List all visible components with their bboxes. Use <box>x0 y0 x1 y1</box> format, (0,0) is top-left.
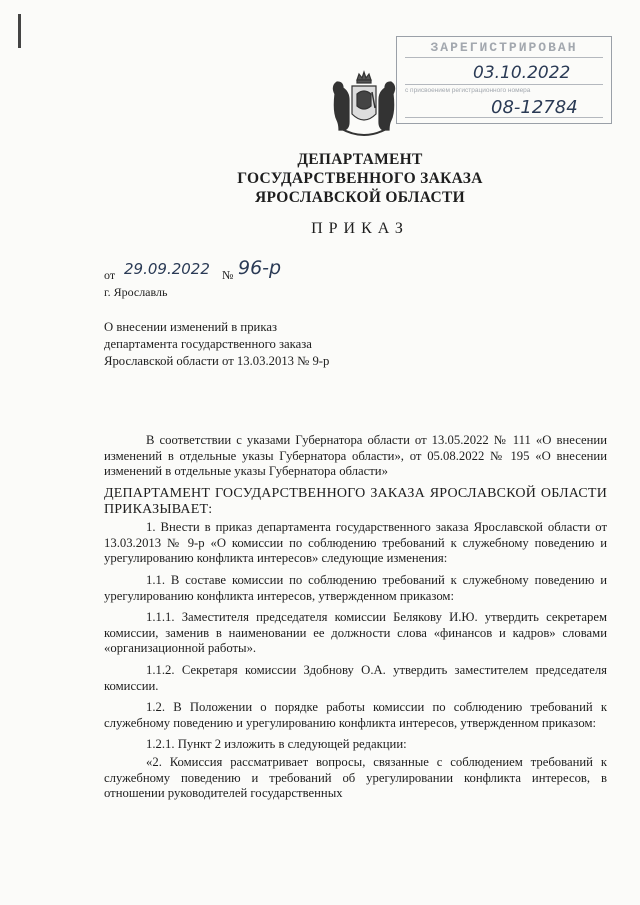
stamp-line-1 <box>405 84 603 85</box>
margin-mark <box>18 14 21 48</box>
item-1: 1. Внести в приказ департамента государственного заказа Ярославской области от 13.03.2013 № 9-р «О комиссии по соблюдению требований к служебному поведению и урегулированию конфликта интересов» следующие изменения: <box>104 520 607 566</box>
item-1-2: 1.2. В Положении о порядке работы комиссии по соблюдению требований к служебному поведению и урегулированию конфликта интересов, утвержденном приказом: <box>104 700 607 730</box>
stamp-divider <box>405 57 603 58</box>
stamp-number: 08-12784 <box>491 97 578 118</box>
stamp-date: 03.10.2022 <box>473 63 571 83</box>
order-number: 96-р <box>238 257 282 279</box>
date-label: от <box>104 268 116 282</box>
registration-stamp <box>396 36 612 124</box>
department-name <box>170 150 550 207</box>
orders-paragraph: ДЕПАРТАМЕНТ ГОСУДАРСТВЕННОГО ЗАКАЗА ЯРОСЛАВСКОЙ ОБЛАСТИ ПРИКАЗЫВАЕТ: <box>104 485 607 517</box>
preamble-paragraph: В соответствии с указами Губернатора области от 13.05.2022 № 111 «О внесении изменений в отдельные указы Губернатора области», от 05.08.2022 № 195 «О внесении изменений в отдельные указы Губернатора области» <box>104 433 607 479</box>
order-date: 29.09.2022 <box>124 260 210 278</box>
dept-line-2: ГОСУДАРСТВЕННОГО ЗАКАЗА <box>237 170 483 187</box>
city: г. Ярославль <box>104 285 168 299</box>
stamp-caption: с присвоением регистрационного номера <box>405 87 531 94</box>
item-1-1-2: 1.1.2. Секретаря комиссии Здобнову О.А. утвердить заместителем председателя комиссии. <box>104 662 607 693</box>
order-title: ПРИКАЗ <box>311 220 409 237</box>
order-body <box>104 433 607 804</box>
coat-of-arms-icon <box>326 70 402 142</box>
order-subject: О внесении изменений в приказ департамента государственного заказа Ярославской области от 13.03.2013 № 9-р <box>104 320 330 368</box>
dept-line-1: ДЕПАРТАМЕНТ <box>297 151 423 168</box>
item-1-2-1: 1.2.1. Пункт 2 изложить в следующей редакции: <box>146 737 407 752</box>
item-quote-2: «2. Комиссия рассматривает вопросы, связанные с соблюдением требований к служебному поведению и требований об урегулировании конфликта интересов, в отношении руководителей государственных <box>104 755 607 801</box>
number-label: № <box>222 268 234 282</box>
stamp-title: ЗАРЕГИСТРИРОВАН <box>430 40 578 55</box>
dept-line-3: ЯРОСЛАВСКОЙ ОБЛАСТИ <box>255 189 465 206</box>
stamp-line-2 <box>405 117 603 118</box>
item-1-1: 1.1. В составе комиссии по соблюдению требований к служебному поведению и урегулированию конфликта интересов, утвержденном приказом: <box>104 572 607 603</box>
item-1-1-1: 1.1.1. Заместителя председателя комиссии Белякову И.Ю. утвердить секретарем комиссии, заменив в наименовании ее должности слова «финансов и кадров» словами «организационной работы». <box>104 610 607 656</box>
